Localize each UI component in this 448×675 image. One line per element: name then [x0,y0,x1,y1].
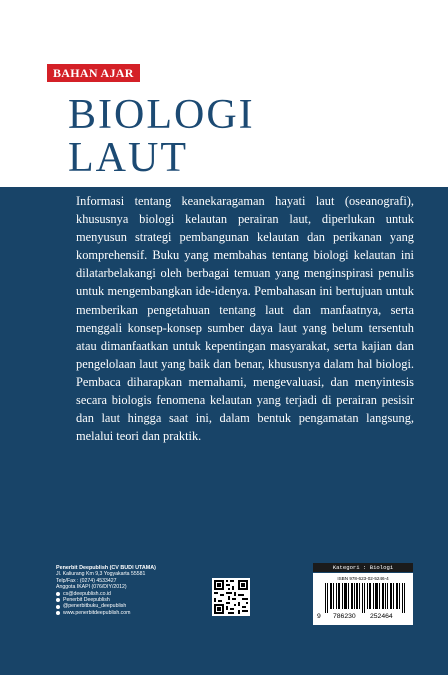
email-icon [56,592,60,596]
book-title-line-2: LAUT [68,135,188,181]
globe-icon [56,611,60,615]
barcode-first-digit: 9 [317,613,321,620]
instagram-icon [56,605,60,609]
contact-instagram: @penerbitbuku_deepublish [56,603,206,609]
book-title-line-1: BIOLOGI [68,92,255,138]
publisher-membership: Anggota IKAPI (076/DIY/2012) [56,584,127,591]
facebook-icon [56,598,60,602]
barcode [321,583,407,613]
isbn-barcode-box [313,573,413,625]
publisher-name: Penerbit Deepublish (CV BUDI UTAMA) [56,565,156,571]
series-badge: BAHAN AJAR [47,64,140,82]
qr-code[interactable] [212,578,250,616]
isbn-number: ISBN 978-623-02-5246-4 [337,576,389,581]
barcode-left-digits: 786230 [333,613,356,620]
publisher-address: Jl. Kaliurang Km 9,3 Yogyakarta 55581 [56,571,146,578]
category-label: Kategori : Biologi [313,563,413,572]
publisher-info [56,565,206,616]
book-synopsis: Informasi tentang keanekaragaman hayati laut (oseanografi), khususnya biologi kelautan perairan laut, diperlukan untuk menyusun strategi pembangunan kelautan dan perikanan yang komprehensif. Buku yang membahas tentang biologi kelautan ini dilatarbelakangi oleh berbagai temuan yang menginspirasi penulis untuk mengembangkan ide-idenya. Pembahasan ini bertujuan untuk memberikan pengetahuan tentang laut dan manfaatnya, serta menggali konsep-konsep sumber daya laut yang belum tersentuh atau dimanfaatkan untuk kepentingan masyarakat, serta kajian dan pengelolaan laut yang baik dan benar, khususnya dalam hal biologi. Pembaca diharapkan memahami, mengevaluasi, dan menyintesis secara biologis fenomena kelautan yang terjadi di perairan pesisir dan laut hingga saat ini, dalam bentuk pengamatan langsung, melalui teori dan praktik. [76,194,414,444]
publisher-phone: Telp/Fax : (0274) 4533427 [56,577,117,584]
contact-email: cs@deepublish.co.id [56,591,206,597]
contact-website: www.penerbitdeepublish.com [56,610,206,616]
qr-code-image [212,578,250,616]
contact-facebook: Penerbit Deepublish [56,597,206,603]
barcode-right-digits: 252464 [370,613,393,620]
